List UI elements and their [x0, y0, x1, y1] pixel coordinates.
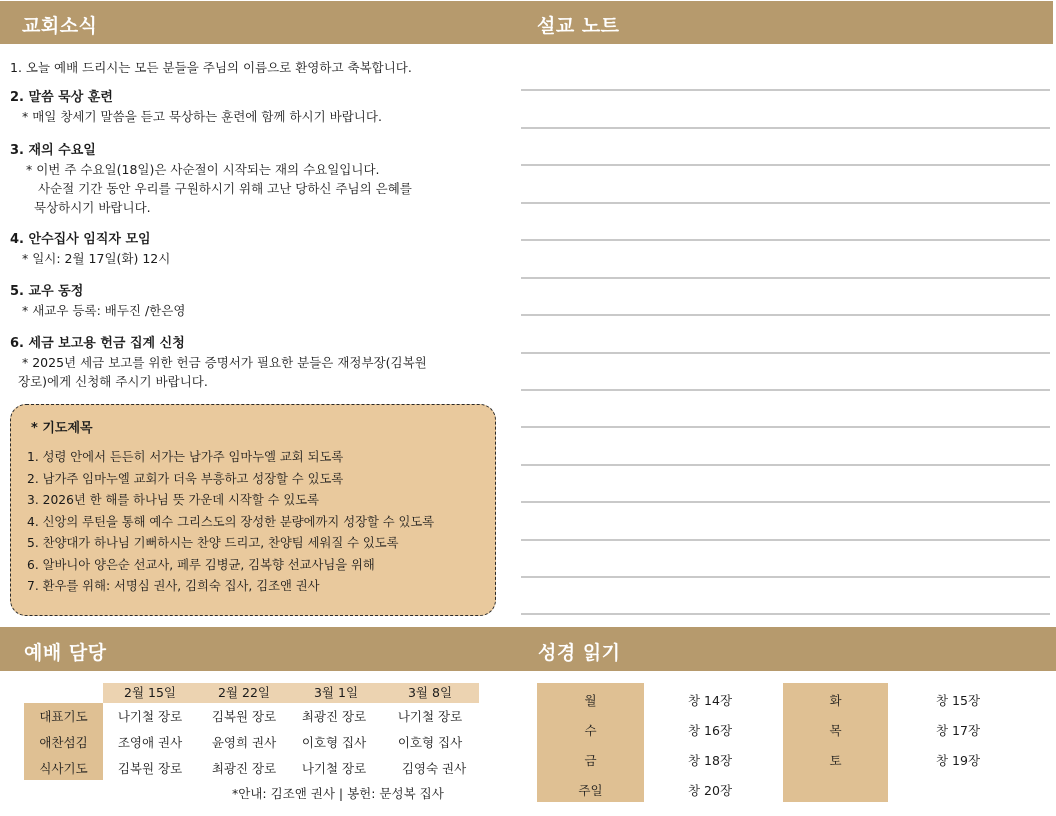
prayer-item: 3. 2026년 한 해를 하나님 뜻 가운데 시작할 수 있도록: [27, 493, 320, 507]
bottom-header-bar: [0, 627, 1056, 671]
prayer-item: 2. 남가주 임마누엘 교회가 더욱 부흥하고 성장할 수 있도록: [27, 471, 344, 486]
reading-day: 월: [584, 693, 597, 708]
date-header: 3월 1일: [313, 685, 359, 700]
announcement-title: 2. 말씀 묵상 훈련: [10, 90, 113, 105]
role-label: 애찬섬김: [39, 735, 88, 750]
date-header: 2월 22일: [218, 685, 270, 700]
note-line: [521, 464, 1050, 466]
reading-day: 수: [584, 723, 597, 738]
reading-chapter: 창 15장: [935, 693, 981, 708]
reading-chapter: 창 18장: [687, 753, 733, 768]
reading-day: 주일: [578, 783, 603, 798]
announcement-6: [10, 334, 427, 391]
announcement-title: 4. 안수집사 임직자 모임: [10, 232, 151, 247]
note-line: [521, 426, 1050, 428]
table-cell: 김복원 장로: [117, 761, 183, 776]
note-line: [521, 389, 1050, 391]
sermon-notes-title: 설교 노트: [537, 15, 620, 37]
table-cell: 나기철 장로: [397, 709, 463, 724]
table-cell: 최광진 장로: [301, 709, 367, 724]
note-line: [521, 314, 1050, 316]
top-header-bar: [0, 1, 1053, 44]
table-cell: 윤영희 권사: [211, 735, 277, 750]
note-line: [521, 202, 1050, 204]
announcement-1: 1. 오늘 예배 드리시는 모든 분들을 주님의 이름으로 환영하고 축복합니다.: [10, 60, 412, 75]
prayer-title: * 기도제목: [31, 421, 93, 436]
note-line: [521, 539, 1050, 541]
date-header: 3월 8일: [407, 685, 453, 700]
news-section-title: 교회소식: [22, 15, 98, 37]
note-line: [521, 164, 1050, 166]
note-line: [521, 277, 1050, 279]
announcement-4: [10, 230, 170, 268]
prayer-item: 7. 환우를 위해: 서명심 권사, 김희숙 집사, 김조앤 권사: [27, 579, 320, 593]
announcement-text: * 이번 주 수요일(18일)은 사순절이 시작되는 재의 수요일입니다.: [26, 162, 380, 177]
table-cell: 최광진 장로: [211, 761, 277, 776]
announcement-title: 6. 세금 보고용 헌금 집계 신청: [10, 336, 185, 351]
note-line: [521, 352, 1050, 354]
note-line: [521, 501, 1050, 503]
announcement-text: * 새교우 등록: 배두진 /한은영: [22, 303, 186, 318]
reading-chapter: 창 20장: [687, 783, 733, 798]
table-cell: 나기철 장로: [117, 709, 183, 724]
reading-day: 화: [829, 693, 842, 708]
usher-offering-note: *안내: 김조앤 권사 | 봉헌: 문성복 집사: [232, 786, 444, 801]
announcement-5: [10, 282, 185, 320]
table-cell: 나기철 장로: [301, 761, 367, 776]
announcement-title: 5. 교우 동정: [10, 284, 84, 299]
reading-day: 금: [584, 753, 597, 768]
announcement-text: 묵상하시기 바랍니다.: [34, 200, 151, 215]
announcement-text: * 2025년 세금 보고를 위한 헌금 증명서가 필요한 분들은 재정부장(김복원: [22, 355, 427, 370]
prayer-list: [27, 447, 434, 598]
table-cell: 김영숙 권사: [401, 761, 467, 776]
role-label: 식사기도: [39, 761, 88, 776]
announcement-title: 3. 재의 수요일: [10, 143, 96, 158]
reading-day: 토: [829, 753, 842, 768]
note-line: [521, 576, 1050, 578]
reading-chapter: 창 16장: [687, 723, 733, 738]
reading-day: 목: [829, 723, 842, 738]
note-line: [521, 127, 1050, 129]
prayer-requests-box: [10, 404, 496, 616]
note-line: [521, 613, 1050, 615]
worship-roles-title: 예배 담당: [24, 642, 107, 664]
announcement-text: * 매일 창세기 말씀을 듣고 묵상하는 훈련에 함께 하시기 바랍니다.: [22, 109, 382, 124]
reading-chapter: 창 17장: [935, 723, 981, 738]
date-header: 2월 15일: [124, 685, 176, 700]
announcement-text: 사순절 기간 동안 우리를 구원하시기 위해 고난 당하신 주님의 은혜를: [38, 181, 412, 196]
table-cell: 이호형 집사: [397, 735, 463, 750]
note-line: [521, 239, 1050, 241]
prayer-item: 5. 찬양대가 하나님 기뻐하시는 찬양 드리고, 찬양팀 세워질 수 있도록: [27, 536, 399, 550]
announcement-2: [10, 88, 382, 126]
prayer-item: 1. 성령 안에서 든든히 서가는 남가주 임마누엘 교회 되도록: [27, 450, 344, 464]
note-line: [521, 89, 1050, 91]
announcement-3: [10, 141, 412, 217]
reading-chapter: 창 14장: [687, 693, 733, 708]
table-cell: 김복원 장로: [211, 709, 277, 724]
table-cell: 이호형 집사: [301, 735, 367, 750]
announcement-text: 장로)에게 신청해 주시기 바랍니다.: [18, 374, 208, 389]
table-cell: 조영애 권사: [117, 735, 183, 750]
reading-chapter: 창 19장: [935, 753, 981, 768]
role-label: 대표기도: [39, 709, 88, 724]
announcement-text: * 일시: 2월 17일(화) 12시: [22, 251, 171, 266]
bible-reading-title: 성경 읽기: [538, 642, 621, 664]
prayer-item: 4. 신앙의 루틴을 통해 예수 그리스도의 장성한 분량에까지 성장할 수 있도록: [27, 514, 435, 529]
prayer-item: 6. 알바니아 양은순 선교사, 페루 김병균, 김복향 선교사님을 위해: [27, 557, 375, 572]
